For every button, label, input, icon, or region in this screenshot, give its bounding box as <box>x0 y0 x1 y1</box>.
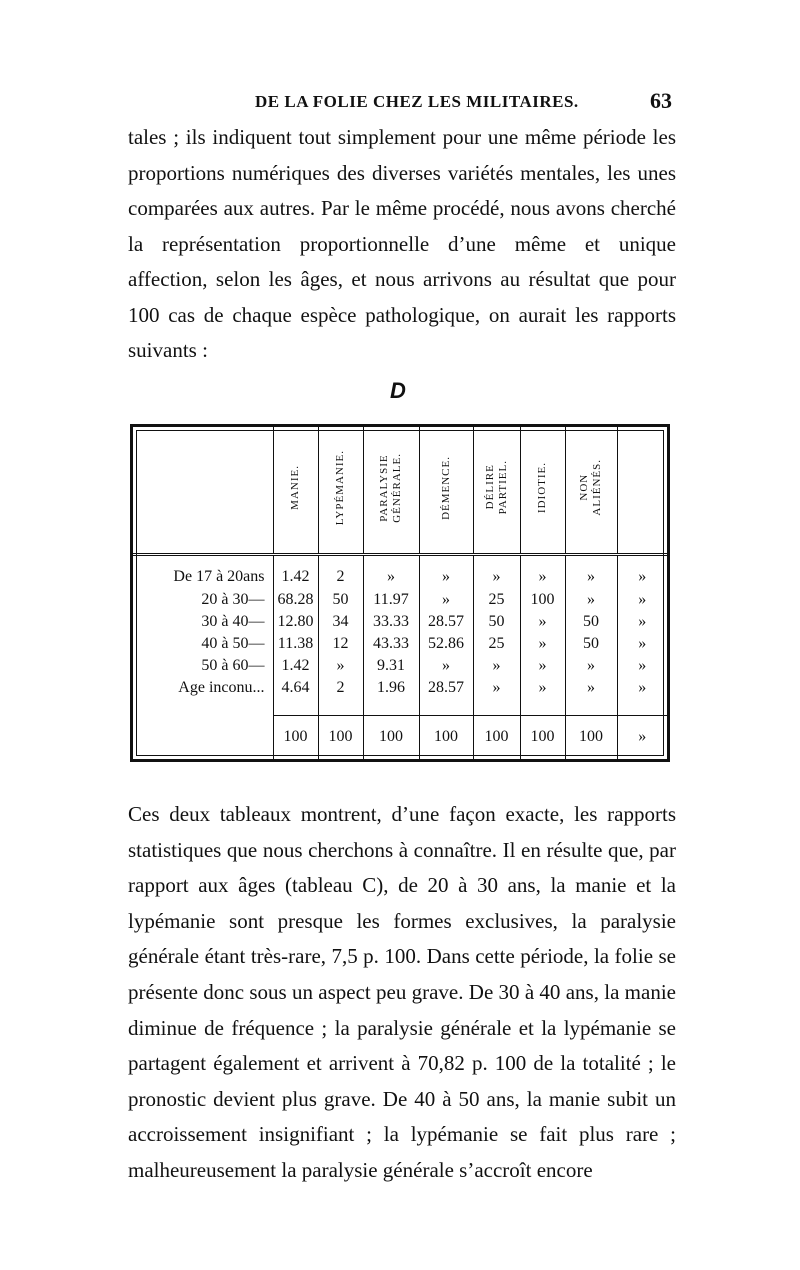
table-cell: » <box>520 555 565 590</box>
table-cell: » <box>617 633 667 655</box>
table-row <box>133 655 667 677</box>
row-label: De 17 à 20ans <box>173 568 265 586</box>
statistics-table <box>133 427 667 759</box>
table-cell: » <box>520 633 565 655</box>
totals-row <box>133 715 667 759</box>
table-cell: » <box>318 655 363 677</box>
table-cell: » <box>473 677 520 699</box>
table-cell: » <box>617 677 667 699</box>
table-row <box>133 589 667 611</box>
total-cell: » <box>617 715 667 759</box>
table-cell: » <box>617 589 667 611</box>
table-cell: 50 <box>473 611 520 633</box>
table-cell: » <box>565 589 617 611</box>
row-label: 30 à 40— <box>201 612 265 630</box>
table-cell: 28.57 <box>419 611 473 633</box>
table-cell: 50 <box>318 589 363 611</box>
page-number: 63 <box>650 88 672 113</box>
table-cell: 1.96 <box>363 677 419 699</box>
table-cell: » <box>617 611 667 633</box>
row-label: Age inconu... <box>178 679 265 697</box>
table-cell: » <box>565 555 617 590</box>
table-cell: 34 <box>318 611 363 633</box>
table-cell: 4.64 <box>273 677 318 699</box>
running-title: DE LA FOLIE CHEZ LES MILITAIRES. <box>255 92 579 111</box>
column-header: NON ALIÉNÉS. <box>565 427 617 555</box>
table-cell: 33.33 <box>363 611 419 633</box>
table-cell: 1.42 <box>273 555 318 590</box>
table-cell: » <box>473 655 520 677</box>
table-cell: » <box>520 655 565 677</box>
table-frame <box>130 424 670 762</box>
table-cell: 2 <box>318 555 363 590</box>
row-label: 50 à 60— <box>201 657 265 675</box>
table-row <box>133 633 667 655</box>
table-cell: 43.33 <box>363 633 419 655</box>
table-cell: 12 <box>318 633 363 655</box>
table-cell: » <box>363 555 419 590</box>
column-header: LYPÉMANIE. <box>318 427 363 555</box>
header-blank-cell <box>133 427 273 555</box>
column-header: DÉMENCE. <box>419 427 473 555</box>
row-label: 20 à 30— <box>201 590 265 608</box>
total-cell: 100 <box>273 715 318 759</box>
table-cell: » <box>473 555 520 590</box>
table-cell: 28.57 <box>419 677 473 699</box>
table-cell: 2 <box>318 677 363 699</box>
totals-blank-cell <box>133 715 273 759</box>
table-header-row <box>133 427 667 555</box>
table-cell: 68.28 <box>273 589 318 611</box>
table-cell: » <box>419 555 473 590</box>
table-cell: 11.38 <box>273 633 318 655</box>
table-caption: D <box>390 378 406 403</box>
table-cell: 25 <box>473 589 520 611</box>
total-cell: 100 <box>419 715 473 759</box>
column-header: PARALYSIE GÉNÉRALE. <box>363 427 419 555</box>
header-blank-cell <box>617 427 667 555</box>
table-cell: » <box>617 555 667 590</box>
table-cell: » <box>565 677 617 699</box>
table-row <box>133 611 667 633</box>
table-row <box>133 677 667 699</box>
table-cell: 9.31 <box>363 655 419 677</box>
table-cell: » <box>520 611 565 633</box>
table-row <box>133 555 667 590</box>
total-cell: 100 <box>565 715 617 759</box>
table-cell: 11.97 <box>363 589 419 611</box>
total-cell: 100 <box>363 715 419 759</box>
table-cell: » <box>565 655 617 677</box>
total-cell: 100 <box>520 715 565 759</box>
row-label: 40 à 50— <box>201 635 265 653</box>
column-header: DÉLIRE PARTIEL. <box>473 427 520 555</box>
table-cell: 25 <box>473 633 520 655</box>
paragraph-analysis: Ces deux tableaux montrent, d’une façon exacte, les rapports statistiques que nous cherchons à connaître. Il en résulte que, par rapport aux âges (tableau C), de 20 à 30 ans, la manie et la lypémanie sont presque les formes exclusives, la paralysie générale étant très-rare, 7,5 p. 100. Dans cette période, la folie se présente donc sous un aspect peu grave. De 30 à 40 ans, la manie diminue de fréquence ; la paralysie générale et la lypémanie se partagent également et arrivent à 70,82 p. 100 de la totalité ; le pronostic devient plus grave. De 40 à 50 ans, la manie subit un accroissement insignifiant ; la lypémanie se fait plus rare ; malheureusement la paralysie générale s’accroît encore <box>128 802 676 1182</box>
table-cell: » <box>617 655 667 677</box>
total-cell: 100 <box>318 715 363 759</box>
table-cell: 1.42 <box>273 655 318 677</box>
page-header <box>0 88 800 118</box>
total-cell: 100 <box>473 715 520 759</box>
table-cell: 100 <box>520 589 565 611</box>
paragraph-intro: tales ; ils indiquent tout simplement pour une même période les proportions numériques des diverses variétés mentales, les unes comparées aux autres. Par le même procédé, nous avons cherché la représentation proportionnelle d’une même et unique affection, selon les âges, et nous arrivons au résultat que pour 100 cas de chaque espèce pathologique, on aurait les rapports suivants : <box>128 125 676 362</box>
table-cell: 12.80 <box>273 611 318 633</box>
column-header: IDIOTIE. <box>520 427 565 555</box>
table-cell: 50 <box>565 611 617 633</box>
table-spacer-row <box>133 700 667 716</box>
table-cell: 52.86 <box>419 633 473 655</box>
column-header: MANIE. <box>273 427 318 555</box>
table-cell: » <box>520 677 565 699</box>
table-cell: 50 <box>565 633 617 655</box>
table-cell: » <box>419 589 473 611</box>
table-cell: » <box>419 655 473 677</box>
